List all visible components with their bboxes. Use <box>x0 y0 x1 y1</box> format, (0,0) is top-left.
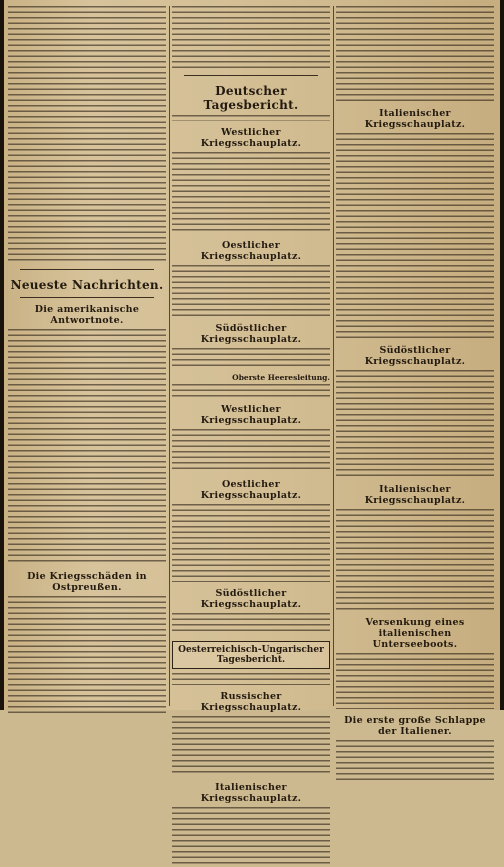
subheading-suedoestlicher-2: Südöstlicher Kriegsschauplatz. <box>200 588 302 610</box>
text-block <box>336 133 494 339</box>
text-block <box>172 6 330 70</box>
text-block <box>172 348 330 370</box>
subheading-oestlicher-2: Oestlicher Kriegsschauplatz. <box>200 479 302 501</box>
text-block <box>172 429 330 473</box>
text-block <box>336 6 494 102</box>
left-scan-edge <box>0 0 4 710</box>
article-heading-schlappe: Die erste große Schlappe der Italiener. <box>344 715 486 737</box>
text-block <box>336 370 494 478</box>
text-block <box>172 265 330 317</box>
text-block <box>336 740 494 780</box>
subheading-suedoestlicher: Südöstlicher Kriegsschauplatz. <box>200 323 302 345</box>
section-divider <box>184 75 318 76</box>
text-block <box>172 384 330 398</box>
text-block <box>8 329 166 565</box>
subheading-italienischer: Italienischer Kriegsschauplatz. <box>200 782 302 804</box>
text-block <box>172 673 330 685</box>
article-heading-antwortnote: Die amerikanische Antwortnote. <box>34 304 140 326</box>
section-divider <box>20 269 154 270</box>
article-heading-kriegsschaeden: Die Kriegsschäden in Ostpreußen. <box>27 571 147 593</box>
section-heading-neueste-nachrichten: Neueste Nachrichten. <box>10 278 164 292</box>
text-block <box>172 716 330 776</box>
subheading-russischer: Russischer Kriegsschauplatz. <box>200 691 302 713</box>
column-middle <box>172 6 330 804</box>
column-rule-2 <box>333 6 334 706</box>
text-block <box>172 152 330 234</box>
text-block <box>172 504 330 582</box>
byline-oberste-heeresleitung: Oberste Heeresleitung. <box>232 373 330 382</box>
subheading-oestlicher: Oestlicher Kriegsschauplatz. <box>200 240 302 262</box>
subheading-suedoestlicher: Südöstlicher Kriegsschauplatz. <box>364 345 466 367</box>
column-left <box>8 6 166 706</box>
text-block <box>172 807 330 867</box>
text-block <box>172 115 330 121</box>
article-heading-versenkung: Versenkung eines italienischen Unterseeboots. <box>365 617 465 650</box>
subheading-italienischer: Italienischer Kriegsschauplatz. <box>364 108 466 130</box>
section-heading-deutscher-tagesbericht: Deutscher Tagesbericht. <box>203 84 299 112</box>
subheading-westlicher-2: Westlicher Kriegsschauplatz. <box>200 404 302 426</box>
subheading-italienischer: Italienischer Kriegsschauplatz. <box>364 484 466 506</box>
column-right <box>336 6 494 737</box>
text-block <box>336 509 494 611</box>
text-block <box>8 596 166 716</box>
subheading-westlicher: Westlicher Kriegsschauplatz. <box>200 127 302 149</box>
section-heading-oesterreichisch-ungarischer: Oesterreichisch-Ungarischer Tagesbericht. <box>172 641 330 669</box>
text-block <box>172 613 330 633</box>
text-block <box>8 6 166 264</box>
right-scan-edge <box>500 0 504 710</box>
text-block <box>336 653 494 709</box>
section-divider <box>20 297 154 298</box>
column-rule-1 <box>169 6 170 706</box>
